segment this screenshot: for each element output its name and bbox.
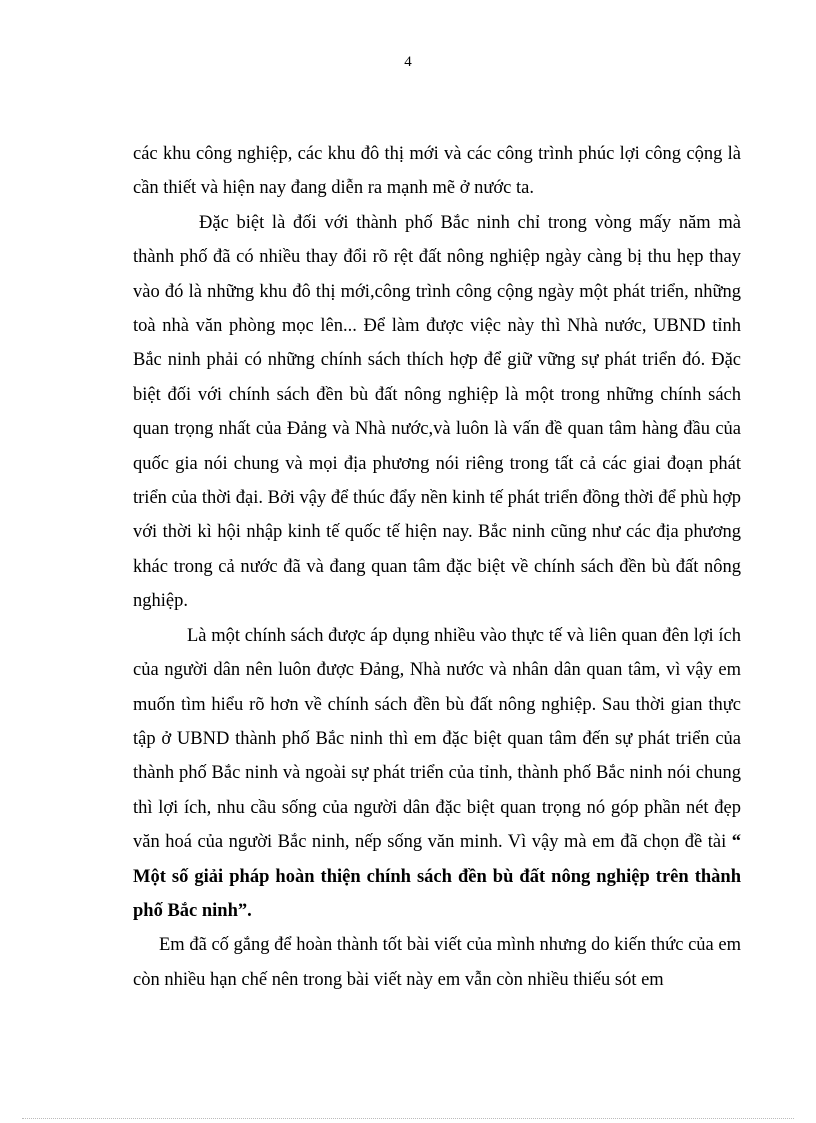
paragraph-1: các khu công nghiệp, các khu đô thị mới và các công trình phúc lợi công cộng là cần thiết và hiện nay đang diễn ra mạnh mẽ ở nước ta.	[133, 144, 741, 199]
document-body	[133, 137, 741, 997]
paragraph-3	[133, 619, 741, 929]
paragraph-2: Đặc biệt là đối với thành phố Bắc ninh chỉ trong vòng mấy năm mà thành phố đã có nhiều thay đổi rõ rệt đất nông nghiệp ngày càng bị thu hẹp thay vào đó là những khu đô thị mới,công trình công cộng ngày một phát triển, những toà nhà văn phòng mọc lên... Để làm được việc này thì Nhà nước, UBND tỉnh Bắc ninh phải có những chính sách thích hợp để giữ vững sự phát triển đó. Đặc biệt đối với chính sách đền bù đất nông nghiệp là một trong những chính sách quan trọng nhất của Đảng và Nhà nước,và luôn là vấn đề quan tâm hàng đầu của quốc gia nói chung và mọi địa phương nói riêng trong tất cả các giai đoạn phát triển của thời đại. Bởi vậy để thúc đẩy nền kinh tế phát triển đồng thời để phù hợp với thời kì hội nhập kinh tế quốc tế hiện nay. Bắc ninh cũng như các địa phương khác trong cả nước đã và đang quan tâm đặc biệt về chính sách đền bù đất nông nghiệp.	[133, 212, 741, 612]
paragraph-4: Em đã cố gắng để hoàn thành tốt bài viết của mình nhưng do kiến thức của em còn nhiều hạn chế nên trong bài viết này em vẫn còn nhiều thiếu sót em	[133, 935, 741, 990]
page-number: 4	[404, 54, 412, 70]
thesis-title: “ Một số giải pháp hoàn thiện chính sách đền bù đất nông nghiệp trên thành phố Bắc ninh”.	[133, 832, 741, 921]
page-bottom-divider	[22, 1118, 794, 1119]
paragraph-3-text: Là một chính sách được áp dụng nhiều vào thực tế và liên quan đên lợi ích của người dân nên luôn được Đảng, Nhà nước và nhân dân quan tâm, vì vậy em muốn tìm hiểu rõ hơn về chính sách đền bù đất nông nghiệp. Sau thời gian thực tập ở UBND thành phố Bắc ninh thì em đặc biệt quan tâm đến sự phát triển của thành phố Bắc ninh và ngoài sự phát triển của tỉnh, thành phố Bắc ninh nói chung thì lợi ích, nhu cầu sống của người dân đặc biệt quan trọng nó góp phần nét đẹp văn hoá của người Bắc ninh, nếp sống văn minh. Vì vậy mà em đã chọn đề tài	[133, 625, 741, 853]
